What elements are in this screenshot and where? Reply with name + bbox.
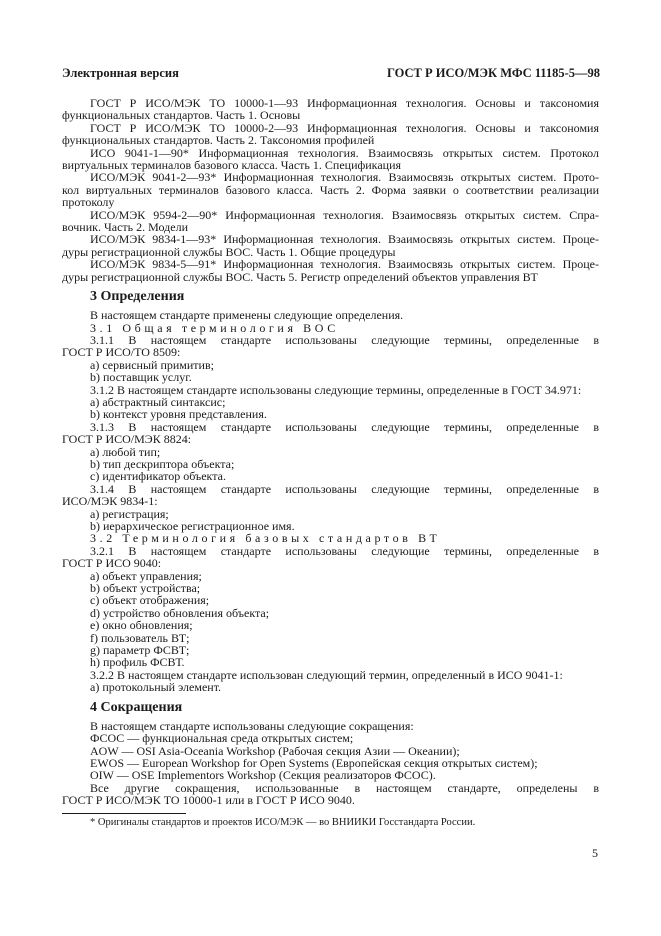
clause-3-1-2: 3.1.2 В настоящем стандарте использованы следующие термины, определенные в ГОСТ 34.971:	[90, 382, 582, 397]
reference-list	[62, 97, 599, 283]
reference-line: протоколу	[62, 195, 115, 210]
list-item: b) иерархическое регистрационное имя.	[90, 519, 295, 533]
footnote-divider	[62, 813, 186, 814]
reference-line: кол виртуальных терминалов базового класса. Часть 2. Форма заявки о соответствии реализации	[62, 182, 599, 197]
list-item: a) абстрактный синтаксис;	[90, 394, 226, 409]
clause-3-1-1-cont: ГОСТ Р ИСО/ТО 8509:	[62, 345, 181, 360]
clause-3-2-1-cont: ГОСТ Р ИСО 9040:	[62, 556, 162, 571]
reference-line: ГОСТ Р ИСО/МЭК ТО 10000-1—93 Информационная технология. Основы и таксономия	[90, 96, 599, 110]
reference-line: дуры регистрационной службы ВОС. Часть 5. Регистр определений объектов управления ВТ	[62, 269, 538, 284]
section-3-intro: В настоящем стандарте применены следующие определения.	[90, 308, 404, 323]
list-item: a) объект управления;	[90, 568, 202, 583]
list-item: f) пользователь ВТ;	[90, 630, 190, 645]
page-number: 5	[592, 846, 598, 860]
list-item: b) объект устройства;	[90, 581, 201, 596]
list-item: c) объект отображения;	[90, 593, 210, 608]
abbreviation-item: OIW — OSE Implementors Workshop (Секция реализаторов ФСОС).	[90, 768, 436, 783]
clause-3-1-3: 3.1.3 В настоящем стандарте использованы следующие термины, определенные в	[90, 419, 599, 434]
clause-3-2-1: 3.2.1 В настоящем стандарте использованы следующие термины, определенные в	[90, 543, 599, 558]
clause-3-1-4-cont: ИСО/МЭК 9834-1:	[62, 494, 158, 509]
clause-3-1-1: 3.1.1 В настоящем стандарте использованы следующие термины, определенные в	[90, 332, 599, 347]
subsection-3-2-title: 3.2 Терминология базовых стандартов ВТ	[90, 531, 441, 546]
list-item: b) контекст уровня представления.	[90, 407, 267, 422]
abbreviation-item: ФСОС — функциональная среда открытых систем;	[90, 731, 354, 746]
reference-line: дуры регистрационной службы ВОС. Часть 1. Общие процедуры	[62, 244, 396, 259]
section-4-final-cont: ГОСТ Р ИСО/МЭК ТО 10000-1 или в ГОСТ Р ИСО 9040.	[62, 793, 355, 808]
abbreviation-item: EWOS — European Workshop for Open Systems (Европейская секция открытых систем);	[90, 755, 538, 770]
list-item: g) параметр ФСВТ;	[90, 643, 190, 658]
list-item: a) регистрация;	[90, 506, 169, 521]
header-standard-code: ГОСТ Р ИСО/МЭК МФС 11185-5—98	[387, 66, 600, 80]
list-item: c) идентификатор объекта.	[90, 469, 226, 484]
reference-line: функциональных стандартов. Часть 2. Таксономия профилей	[62, 133, 375, 148]
list-item: e) окно обновления;	[90, 618, 193, 633]
list-item: h) профиль ФСВТ.	[90, 655, 185, 670]
reference-line: ИСО/МЭК 9834-5—91* Информационная технология. Взаимосвязь открытых систем. Проце-	[90, 257, 599, 272]
abbreviation-item: AOW — OSI Asia-Oceania Workshop (Рабочая секция Азии — Океании);	[90, 743, 460, 758]
reference-line: ИСО/МЭК 9041-2—93* Информационная технология. Взаимосвязь открытых систем. Прото-	[90, 170, 599, 185]
clause-3-1-3-cont: ГОСТ Р ИСО/МЭК 8824:	[62, 432, 192, 447]
section-4-intro: В настоящем стандарте использованы следующие сокращения:	[90, 718, 414, 733]
section-3-title: 3 Определения	[90, 289, 185, 305]
reference-line: ГОСТ Р ИСО/МЭК ТО 10000-2—93 Информационная технология. Основы и таксономия	[90, 120, 599, 135]
list-item: a) протокольный элемент.	[90, 680, 222, 695]
clause-3-1-4: 3.1.4 В настоящем стандарте использованы следующие термины, определенные в	[90, 481, 599, 496]
header-version-label: Электронная версия	[62, 66, 179, 80]
footnote: * Оригиналы стандартов и проектов ИСО/МЭК — во ВНИИКИ Госстандарта России.	[90, 816, 476, 828]
section-4-final: Все другие сокращения, использованные в настоящем стандарте, определены в	[90, 780, 599, 795]
reference-line: ИСО/МЭК 9594-2—90* Информационная технология. Взаимосвязь открытых систем. Спра-	[90, 207, 599, 222]
reference-line: ИСО 9041-1—90* Информационная технология. Взаимосвязь открытых систем. Протокол	[90, 145, 599, 160]
reference-line: ИСО/МЭК 9834-1—93* Информационная технология. Взаимосвязь открытых систем. Проце-	[90, 232, 599, 247]
subsection-3-1-title: 3.1 Общая терминология ВОС	[90, 320, 339, 335]
reference-line: виртуальных терминалов базового класса. Часть 1. Спецификация	[62, 158, 402, 173]
list-item: d) устройство обновления объекта;	[90, 605, 270, 620]
list-item: b) поставщик услуг.	[90, 370, 192, 385]
reference-line: вочник. Часть 2. Модели	[62, 220, 189, 235]
reference-line: функциональных стандартов. Часть 1. Основы	[62, 108, 301, 123]
list-item: a) любой тип;	[90, 444, 161, 459]
document-body	[62, 97, 599, 829]
section-4-title: 4 Сокращения	[90, 699, 183, 715]
list-item: b) тип дескриптора объекта;	[90, 456, 235, 471]
list-item: a) сервисный примитив;	[90, 357, 214, 372]
clause-3-2-2: 3.2.2 В настоящем стандарте использован следующий термин, определенный в ИСО 9041-1:	[90, 667, 563, 682]
